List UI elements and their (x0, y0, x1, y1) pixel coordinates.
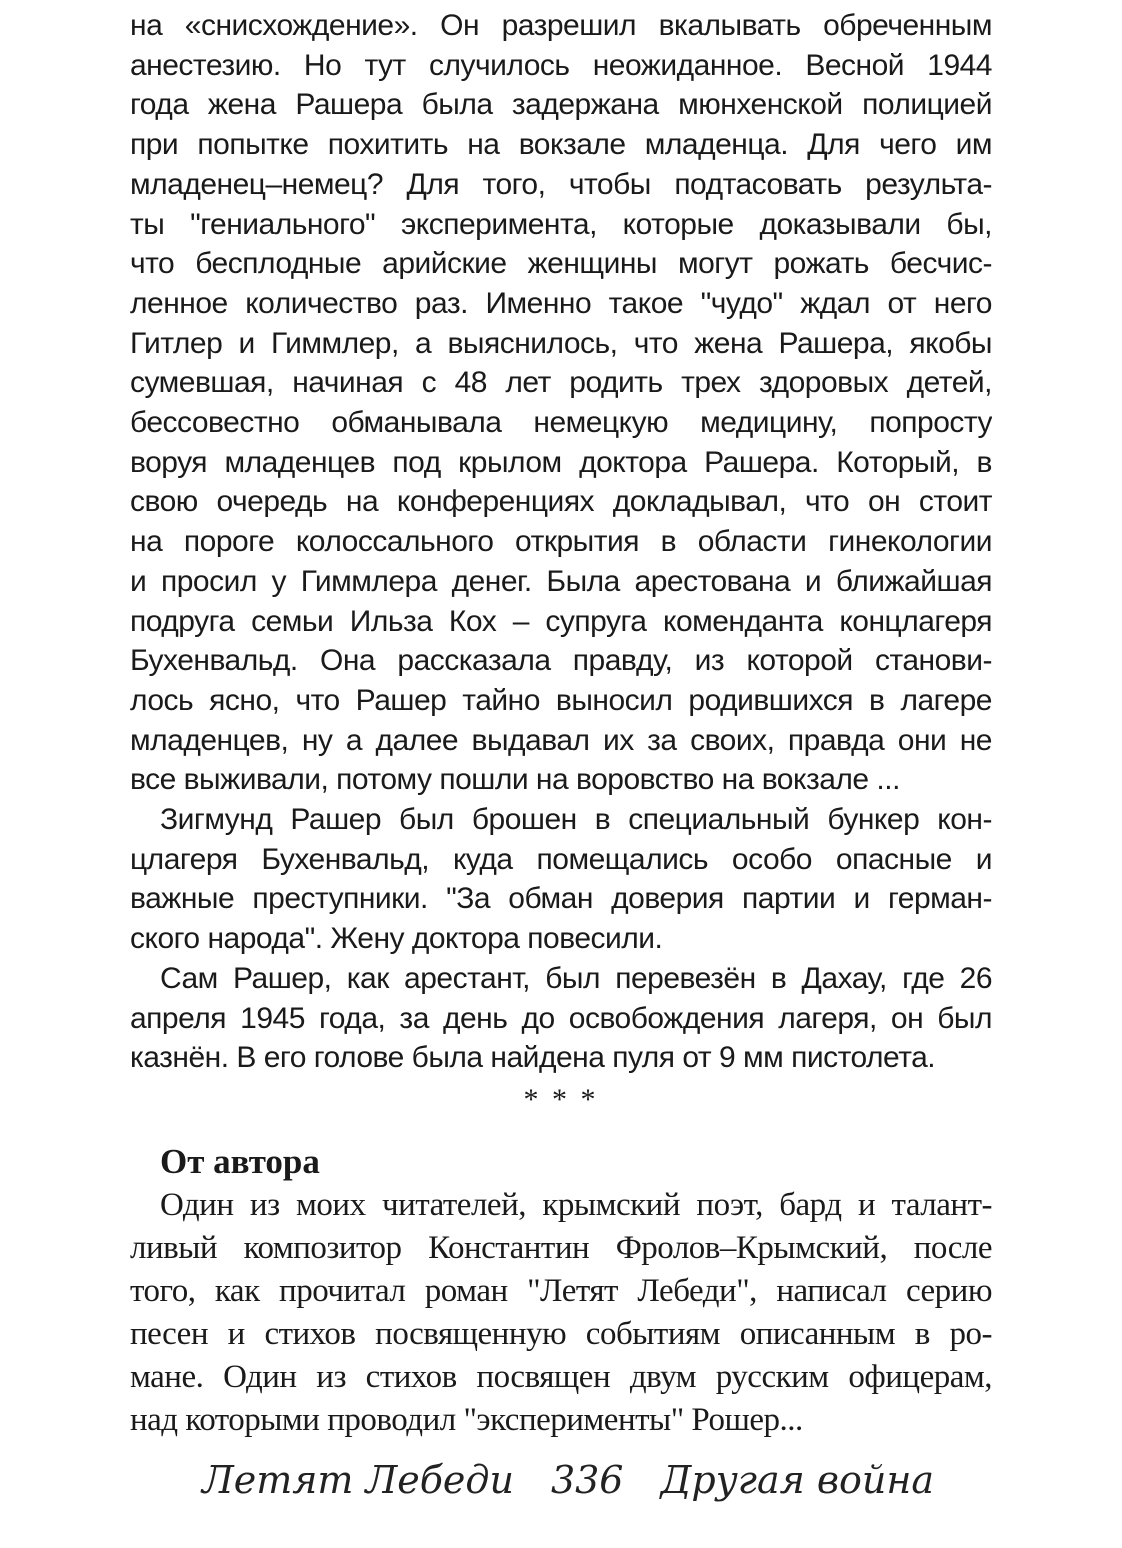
text-line: на пороге колоссального открытия в области гинекологии (130, 525, 992, 559)
text-line: на «снисхождение». Он разрешил вкалывать обреченным (130, 9, 992, 42)
footer-chapter-title: Другая война (660, 1458, 934, 1502)
text-line: сумевшая, начиная с 48 лет родить трех здоровых детей, (130, 366, 992, 400)
page-footer (130, 1458, 992, 1502)
paragraph (130, 6, 992, 800)
footer-book-title: Летят Лебеди (202, 1458, 514, 1502)
text-line: бессовестно обманывала немецкую медицину, попросту (130, 406, 992, 440)
text-line: песен и стихов посвященную событиям описанным в ро- (130, 1315, 992, 1352)
text-line: того, как прочитал роман "Летят Лебеди", написал серию (130, 1272, 992, 1309)
text-line: Бухенвальд. Она рассказала правду, из которой станови- (130, 644, 992, 678)
text-line: ливый композитор Константин Фролов–Крымский, после (130, 1229, 992, 1266)
text-line: Зигмунд Рашер был брошен в специальный бункер кон- (160, 803, 992, 837)
text-line: младенцев, ну а далее выдавал их за своих, правда они не (130, 723, 992, 757)
text-line: Один из моих читателей, крымский поэт, бард и талант- (160, 1186, 992, 1223)
text-line: важные преступники. "За обман доверия партии и герман- (130, 882, 992, 916)
text-line: подруга семьи Ильза Кох – супруга коменданта концлагеря (130, 604, 992, 638)
text-line: лось ясно, что Рашер тайно выносил родившихся в лагере (130, 683, 992, 717)
text-line: года жена Рашера была задержана мюнхенской полицией (130, 88, 992, 122)
paragraph (130, 1184, 992, 1442)
text-line: свою очередь на конференциях докладывал, что он стоит (130, 485, 992, 519)
text-line: ленное количество раз. Именно такое "чудо" ждал от него (130, 286, 992, 320)
text-line: Сам Рашер, как арестант, был перевезён в Дахау, где 26 (160, 961, 992, 995)
text-line: Гитлер и Гиммлер, а выяснилось, что жена Рашера, якобы (130, 326, 992, 360)
text-line: ты "гениального" эксперимента, которые доказывали бы, (130, 207, 992, 241)
main-text-block (130, 6, 992, 1078)
text-line: анестезию. Но тут случилось неожиданное. Весной 1944 (130, 48, 992, 82)
text-line: цлагеря Бухенвальд, куда помещались особо опасные и (130, 842, 992, 876)
paragraph (130, 959, 992, 1078)
footer-page-number: 336 (550, 1458, 624, 1502)
author-section-heading: От автора (160, 1141, 320, 1181)
text-line: что бесплодные арийские женщины могут рожать бесчис- (130, 247, 992, 281)
text-line: казнён. В его голове была найдена пуля от 9 мм пистолета. (130, 1041, 936, 1075)
text-line: ского народа". Жену доктора повесили. (130, 922, 663, 956)
text-line: младенец–немец? Для того, чтобы подтасовать результа- (130, 167, 992, 201)
author-text-block (130, 1184, 992, 1442)
text-line: при попытке похитить на вокзале младенца. Для чего им (130, 128, 992, 162)
text-line: и просил у Гиммлера денег. Была арестована и ближайшая (130, 564, 992, 598)
text-line: воруя младенцев под крылом доктора Рашера. Который, в (130, 445, 992, 479)
text-line: апреля 1945 года, за день до освобождения лагеря, он был (130, 1001, 992, 1035)
paragraph (130, 800, 992, 959)
section-separator: * * * (523, 1082, 599, 1116)
text-column (130, 6, 992, 1442)
text-line: все выживали, потому пошли на воровство на вокзале ... (130, 763, 900, 797)
text-line: мане. Один из стихов посвящен двум русским офицерам, (130, 1358, 992, 1395)
text-line: над которыми проводил "эксперименты" Рошер... (130, 1401, 803, 1438)
